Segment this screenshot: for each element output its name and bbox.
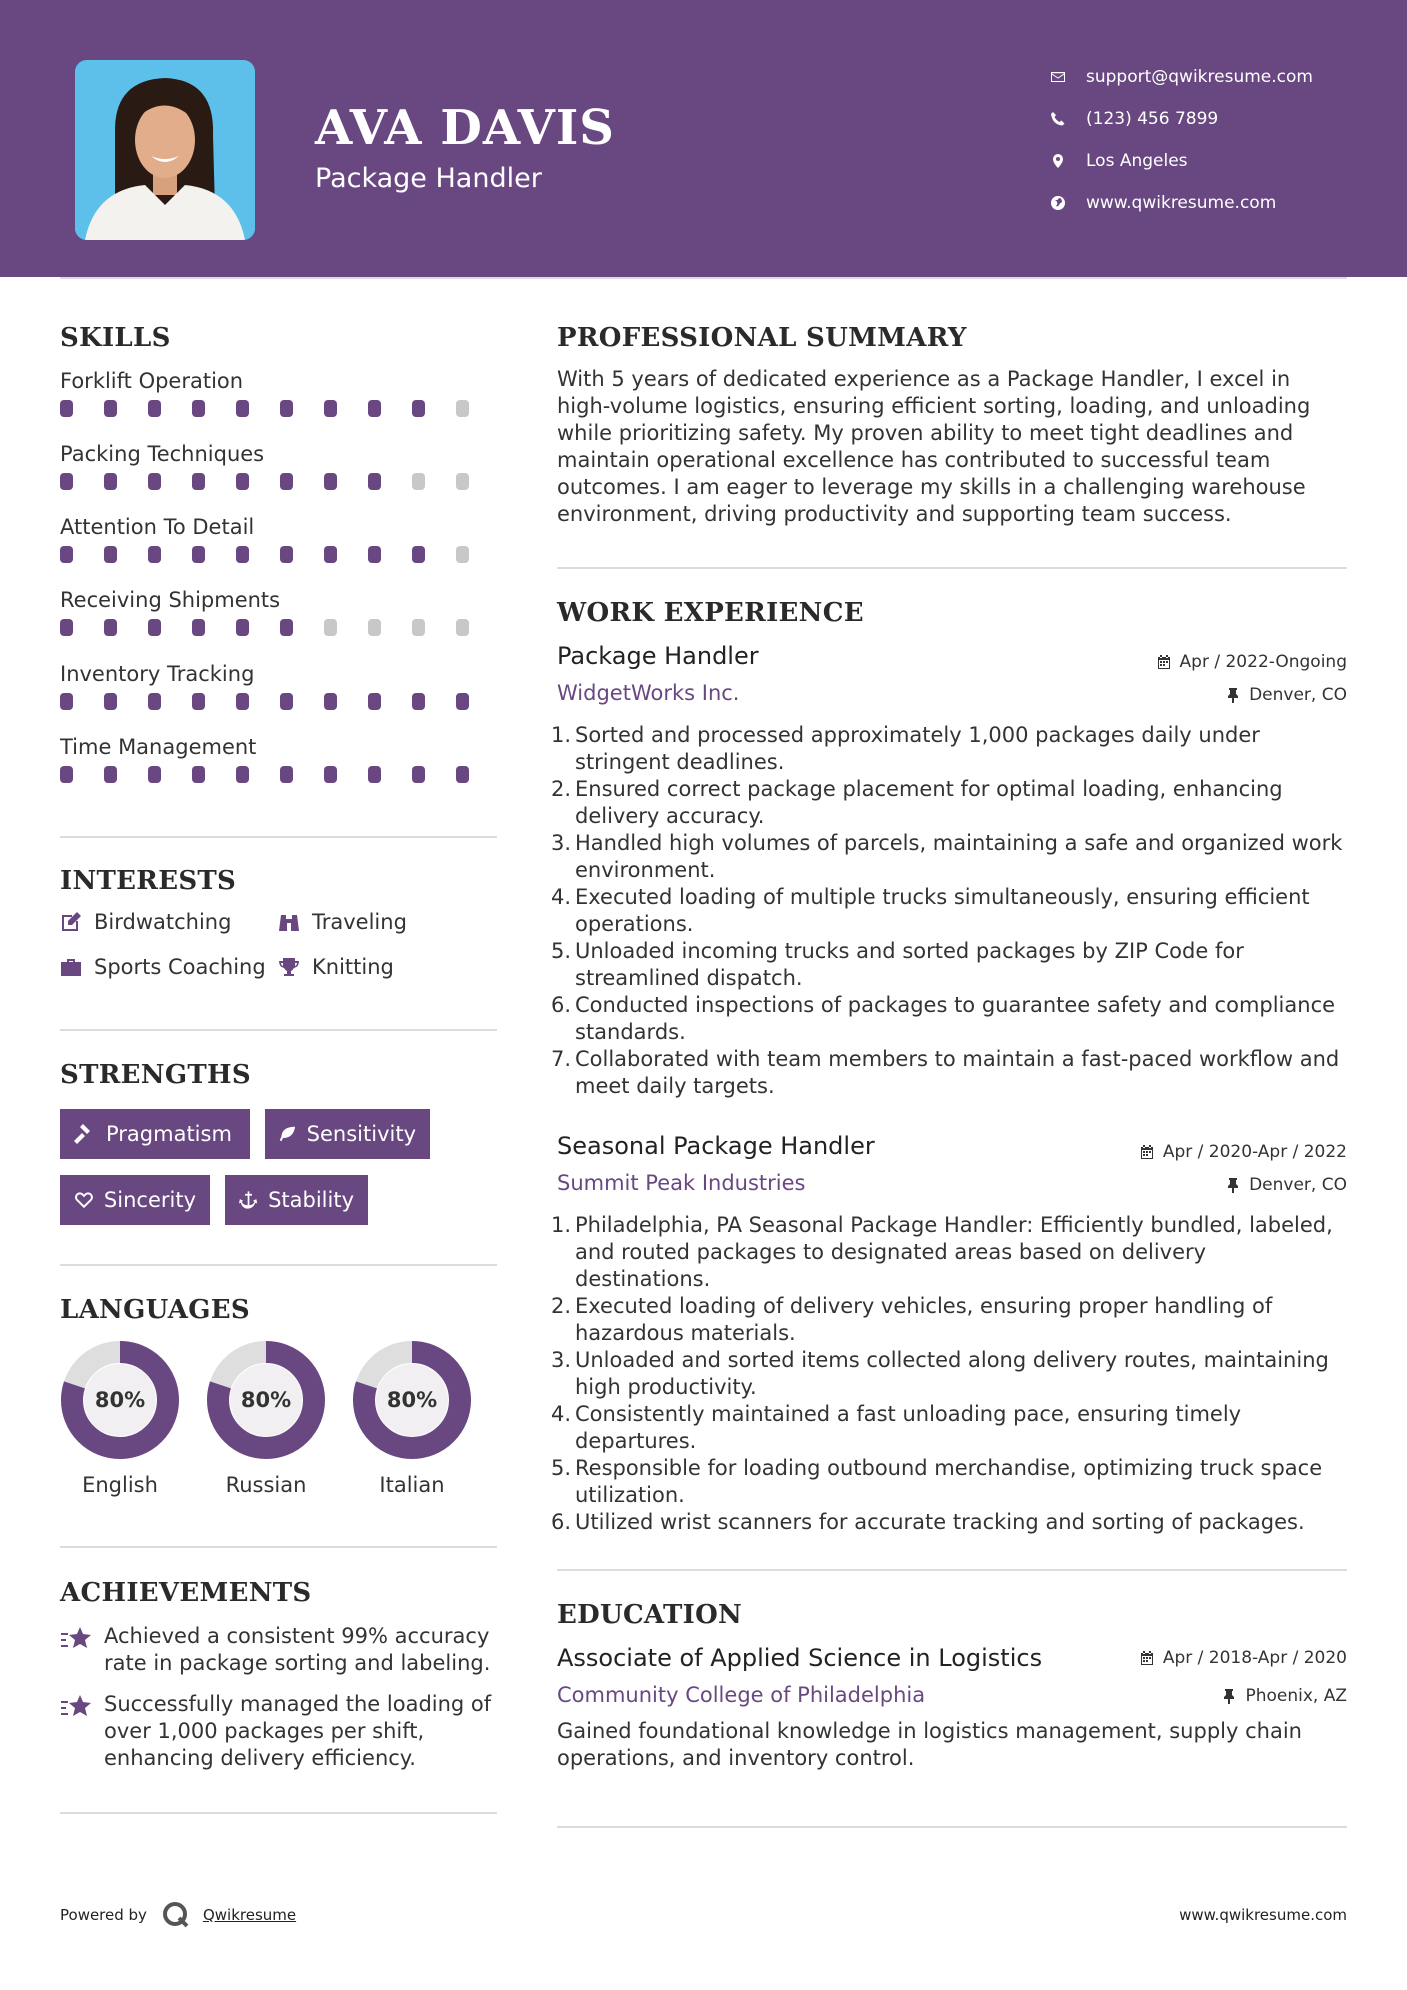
skill-item: Attention To Detail [60, 512, 500, 563]
interest-item: Sports Coaching [60, 955, 266, 979]
education-dates: Apr / 2018-Apr / 2020 [1139, 1648, 1347, 1668]
section-divider [60, 836, 497, 838]
skill-dot-filled [280, 473, 293, 490]
experience-heading: WORK EXPERIENCE [557, 598, 864, 628]
skill-dot-filled [148, 473, 161, 490]
skill-item: Packing Techniques [60, 439, 500, 490]
skill-dot-filled [148, 766, 161, 783]
skill-dot-filled [236, 546, 249, 563]
bullet-number: 1. [551, 723, 572, 747]
job-bullet [551, 722, 1347, 776]
skill-dot-filled [412, 766, 425, 783]
skill-dot-empty [324, 619, 337, 636]
section-divider [60, 1264, 497, 1266]
skill-dot-filled [60, 693, 73, 710]
skill-item: Receiving Shipments [60, 585, 500, 636]
bullet-text: Philadelphia, PA Seasonal Package Handler: Efficiently bundled, labeled, and routed packages to designated areas based on delivery destinations. [575, 1213, 1333, 1291]
summary-heading: PROFESSIONAL SUMMARY [557, 323, 967, 353]
skill-level-dots [60, 619, 500, 636]
interests-heading: INTERESTS [60, 866, 237, 896]
interest-item: Traveling [278, 910, 407, 934]
interest-item: Knitting [278, 955, 394, 979]
ring-percent-label: 80% [94, 1388, 146, 1412]
anchor-icon [239, 1189, 258, 1211]
contact-website[interactable]: www.qwikresume.com [1050, 182, 1313, 224]
contact-location: Los Angeles [1050, 140, 1313, 182]
calendar-icon [1139, 1144, 1155, 1160]
job-bullet [551, 884, 1347, 938]
bullet-number: 3. [551, 1348, 572, 1372]
bullet-text: Responsible for loading outbound merchandise, optimizing truck space utilization. [575, 1456, 1323, 1507]
calendar-icon [1156, 654, 1172, 670]
section-divider [557, 1826, 1347, 1828]
leaf-icon [279, 1123, 297, 1145]
skill-dot-filled [324, 546, 337, 563]
bullet-number: 5. [551, 939, 572, 963]
language-item: 80% English [59, 1339, 181, 1497]
pushpin-icon [1225, 1177, 1241, 1193]
profile-photo [75, 60, 255, 240]
skill-dot-filled [368, 400, 381, 417]
ring-percent-label: 80% [386, 1388, 438, 1412]
achievement-item: Achieved a consistent 99% accuracy rate in package sorting and labeling. [60, 1623, 500, 1677]
skill-dot-filled [280, 693, 293, 710]
skill-level-dots [60, 546, 500, 563]
strength-chip: Stability [225, 1175, 368, 1225]
skill-dot-filled [324, 400, 337, 417]
degree-title: Associate of Applied Science in Logistics [557, 1644, 1043, 1672]
skill-dot-filled [192, 766, 205, 783]
bullet-text: Ensured correct package placement for optimal loading, enhancing delivery accuracy. [575, 777, 1283, 828]
candidate-name: AVA DAVIS [315, 100, 615, 156]
star-award-icon [60, 1625, 94, 1655]
bullet-number: 4. [551, 885, 572, 909]
language-item: 80% Russian [205, 1339, 327, 1497]
contact-list [1050, 56, 1313, 224]
skill-dot-filled [368, 546, 381, 563]
skill-level-dots [60, 693, 500, 710]
qwikresume-logo-icon [161, 1900, 191, 1930]
bullet-text: Conducted inspections of packages to guarantee safety and compliance standards. [575, 993, 1336, 1044]
qwikresume-link[interactable]: Qwikresume [202, 1906, 297, 1924]
skill-dot-filled [192, 619, 205, 636]
bullet-text: Unloaded and sorted items collected along delivery routes, maintaining high productivity. [575, 1348, 1329, 1399]
skill-level-dots [60, 473, 500, 490]
job-bullet [551, 1509, 1347, 1536]
skill-dot-filled [280, 400, 293, 417]
skill-dot-filled [60, 473, 73, 490]
skill-dot-filled [104, 693, 117, 710]
skill-dot-filled [148, 619, 161, 636]
skill-dot-filled [104, 473, 117, 490]
section-divider [557, 567, 1347, 569]
bullet-text: Unloaded incoming trucks and sorted packages by ZIP Code for streamlined dispatch. [575, 939, 1244, 990]
achievements-heading: ACHIEVEMENTS [60, 1578, 312, 1608]
skill-dot-empty [368, 619, 381, 636]
bullet-number: 5. [551, 1456, 572, 1480]
company-name: WidgetWorks Inc. [557, 681, 740, 705]
skill-dot-filled [456, 693, 469, 710]
skill-dot-filled [280, 619, 293, 636]
skill-dot-filled [60, 766, 73, 783]
bullet-text: Handled high volumes of parcels, maintaining a safe and organized work environment. [575, 831, 1343, 882]
skill-dot-filled [280, 766, 293, 783]
section-divider [557, 1569, 1347, 1571]
bullet-number: 4. [551, 1402, 572, 1426]
bullet-text: Utilized wrist scanners for accurate tracking and sorting of packages. [575, 1510, 1305, 1534]
language-progress-ring [351, 1339, 473, 1461]
skill-dot-filled [192, 400, 205, 417]
education-location: Phoenix, AZ [1221, 1686, 1347, 1706]
header-divider [60, 277, 1347, 279]
skill-dot-empty [456, 619, 469, 636]
skill-dot-filled [192, 546, 205, 563]
skill-dot-filled [104, 619, 117, 636]
language-progress-ring [59, 1339, 181, 1461]
edit-icon [60, 911, 82, 933]
skill-dot-filled [412, 693, 425, 710]
binoculars-icon [278, 911, 300, 933]
section-divider [60, 1029, 497, 1031]
education-description: Gained foundational knowledge in logistics management, supply chain operations, and inventory control. [557, 1719, 1302, 1770]
footer-website[interactable]: www.qwikresume.com [1179, 1906, 1347, 1924]
bullet-text: Executed loading of delivery vehicles, ensuring proper handling of hazardous materials. [575, 1294, 1273, 1345]
job-location: Denver, CO [1225, 1175, 1347, 1195]
job-title: Seasonal Package Handler [557, 1132, 875, 1160]
skill-item: Inventory Tracking [60, 659, 500, 710]
job-title: Package Handler [557, 642, 759, 670]
job-bullet [551, 1212, 1347, 1293]
trophy-icon [278, 956, 300, 978]
strengths-heading: STRENGTHS [60, 1060, 251, 1090]
summary-text: With 5 years of dedicated experience as a Package Handler, I excel in high-volume logistics, ensuring efficient sorting, loading, and unloading while prioritizing safety. My proven ability to meet tight deadlines and maintain operational excellence has contributed to successful team outcomes. I am eager to leverage my skills in a challenging warehouse environment, driving productivity and supporting team success. [557, 367, 1311, 526]
language-item: 80% Italian [351, 1339, 473, 1497]
location-pin-icon [1050, 153, 1086, 169]
job-dates: Apr / 2020-Apr / 2022 [1139, 1142, 1347, 1162]
skill-dot-filled [148, 546, 161, 563]
skill-dot-filled [280, 546, 293, 563]
globe-icon [1050, 195, 1086, 211]
skill-dot-filled [368, 693, 381, 710]
skill-level-dots [60, 400, 500, 417]
skill-dot-filled [148, 400, 161, 417]
skill-dot-empty [456, 546, 469, 563]
skill-dot-filled [368, 766, 381, 783]
skill-dot-empty [456, 400, 469, 417]
skill-dot-filled [192, 693, 205, 710]
job-bullet [551, 1455, 1347, 1509]
skill-dot-filled [324, 693, 337, 710]
star-award-icon [60, 1693, 94, 1723]
pushpin-icon [1225, 687, 1241, 703]
company-name: Summit Peak Industries [557, 1171, 806, 1195]
bullet-number: 3. [551, 831, 572, 855]
job-dates: Apr / 2022-Ongoing [1156, 652, 1347, 672]
bullet-number: 2. [551, 1294, 572, 1318]
job-bullet [551, 1401, 1347, 1455]
pushpin-icon [1221, 1688, 1237, 1704]
ring-percent-label: 80% [240, 1388, 292, 1412]
footer-powered-by: Powered by Qwikresume [60, 1900, 296, 1930]
bullet-text: Executed loading of multiple trucks simultaneously, ensuring efficient operations. [575, 885, 1310, 936]
skill-dot-filled [412, 400, 425, 417]
bullet-number: 6. [551, 1510, 572, 1534]
skill-item: Forklift Operation [60, 366, 500, 417]
contact-email[interactable]: support@qwikresume.com [1050, 56, 1313, 98]
skill-dot-filled [104, 400, 117, 417]
section-divider [60, 1812, 497, 1814]
job-bullet [551, 992, 1347, 1046]
candidate-title: Package Handler [315, 163, 542, 194]
contact-phone[interactable]: (123) 456 7899 [1050, 98, 1313, 140]
job-location: Denver, CO [1225, 685, 1347, 705]
calendar-icon [1139, 1650, 1155, 1666]
bullet-text: Collaborated with team members to maintain a fast-paced workflow and meet daily targets. [575, 1047, 1340, 1098]
skill-dot-filled [456, 766, 469, 783]
education-heading: EDUCATION [557, 1600, 743, 1630]
bullet-number: 7. [551, 1047, 572, 1071]
skill-dot-filled [236, 473, 249, 490]
bullet-text: Consistently maintained a fast unloading pace, ensuring timely departures. [575, 1402, 1242, 1453]
bullet-number: 1. [551, 1213, 572, 1237]
job-bullet [551, 1046, 1347, 1100]
skill-dot-filled [60, 619, 73, 636]
job-bullet [551, 830, 1347, 884]
skill-dot-filled [412, 546, 425, 563]
bullet-number: 6. [551, 993, 572, 1017]
skill-dot-filled [236, 400, 249, 417]
heart-icon [74, 1189, 94, 1211]
skill-dot-empty [456, 473, 469, 490]
skill-dot-filled [104, 546, 117, 563]
skill-dot-filled [192, 473, 205, 490]
skill-dot-filled [236, 766, 249, 783]
section-divider [60, 1546, 497, 1548]
skill-dot-filled [236, 693, 249, 710]
skill-item: Time Management [60, 732, 500, 783]
skill-dot-filled [60, 546, 73, 563]
interest-item: Birdwatching [60, 910, 231, 934]
skills-heading: SKILLS [60, 323, 171, 353]
skill-dot-filled [104, 766, 117, 783]
skill-level-dots [60, 766, 500, 783]
mail-icon [1050, 69, 1086, 85]
school-name: Community College of Philadelphia [557, 1683, 926, 1707]
job-bullet [551, 1293, 1347, 1347]
job-bullets [551, 1212, 1347, 1536]
skill-dot-filled [60, 400, 73, 417]
strength-chip: Sincerity [60, 1175, 210, 1225]
strength-chip: Sensitivity [265, 1109, 430, 1159]
resume-header [0, 0, 1407, 277]
job-bullet [551, 938, 1347, 992]
skill-dot-filled [324, 766, 337, 783]
language-progress-ring [205, 1339, 327, 1461]
bullet-number: 2. [551, 777, 572, 801]
briefcase-icon [60, 956, 82, 978]
skill-dot-filled [236, 619, 249, 636]
skill-dot-empty [412, 619, 425, 636]
phone-icon [1050, 111, 1086, 127]
skill-dot-filled [368, 473, 381, 490]
strength-chip: Pragmatism [60, 1109, 250, 1159]
bullet-text: Sorted and processed approximately 1,000 packages daily under stringent deadlines. [575, 723, 1260, 774]
skill-dot-filled [148, 693, 161, 710]
job-bullets [551, 722, 1347, 1100]
languages-heading: LANGUAGES [60, 1295, 250, 1325]
achievement-item: Successfully managed the loading of over 1,000 packages per shift, enhancing delivery efficiency. [60, 1691, 500, 1772]
gavel-icon [74, 1123, 96, 1145]
skill-dot-empty [412, 473, 425, 490]
job-bullet [551, 776, 1347, 830]
job-bullet [551, 1347, 1347, 1401]
skill-dot-filled [324, 473, 337, 490]
